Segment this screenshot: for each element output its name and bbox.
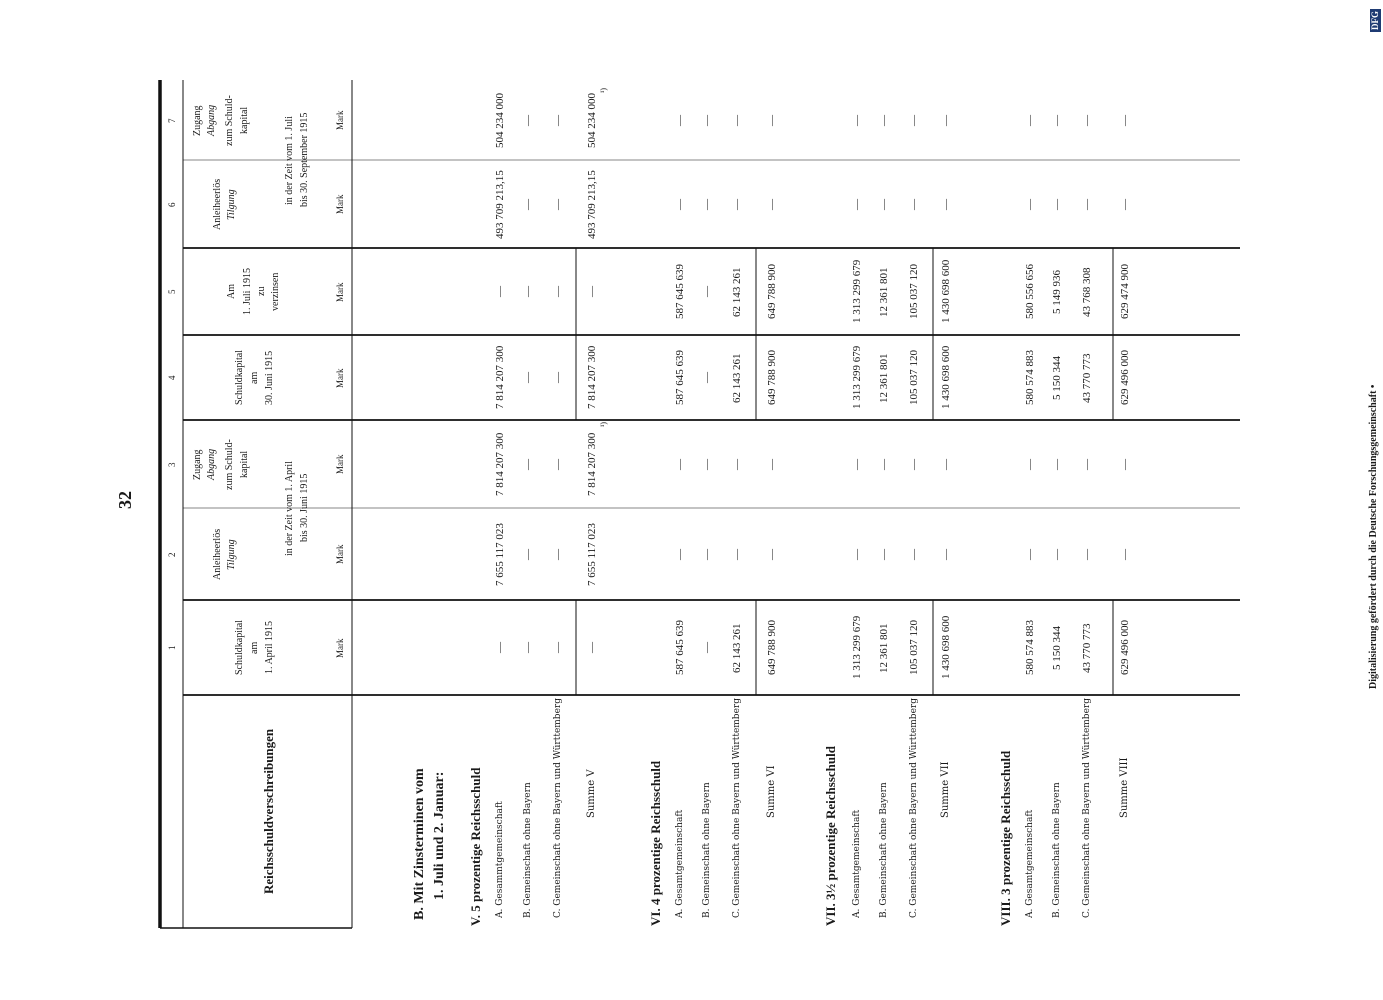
row-label: B. Gemeinschaft ohne Bayern <box>878 782 889 918</box>
section-b-title: B. Mit Zinsterminen vom <box>412 768 427 920</box>
cell-c5: 62 143 261 <box>730 267 743 317</box>
header-text: 30. Juni 1915 <box>264 350 275 405</box>
row-label: C. Gemeinschaft ohne Bayern und Württemberg <box>908 698 919 918</box>
cell-c6: — <box>907 198 920 210</box>
header-text: Zugang <box>192 104 203 136</box>
sum-cell-c6: 493 709 213,15 <box>585 169 598 239</box>
column-number: 3 <box>166 462 177 467</box>
cell-c6: — <box>1050 198 1063 210</box>
row-label: B. Gemeinschaft ohne Bayern <box>522 782 533 918</box>
cell-c6: — <box>551 198 564 210</box>
page-number: 32 <box>115 491 135 509</box>
cell-c3: — <box>673 458 686 470</box>
cell-c6: — <box>850 198 863 210</box>
header-text: Abgang <box>206 448 217 480</box>
group-title: VII. 3½ prozentige Reichsschuld <box>822 746 838 926</box>
footnote-mark: ¹) <box>599 421 608 427</box>
row-label: C. Gemeinschaft ohne Bayern und Württemberg <box>731 698 742 918</box>
cell-c6: — <box>673 198 686 210</box>
cell-c7: — <box>907 114 920 126</box>
header-text: Schuldkapital <box>234 350 245 405</box>
column-number: 2 <box>166 552 177 557</box>
sum-cell-c5: — <box>585 286 598 297</box>
header-text: am <box>249 371 260 384</box>
header-text: zum Schuld- <box>224 438 235 490</box>
cell-c4: 43 770 773 <box>1080 353 1093 403</box>
cell-c1: 62 143 261 <box>730 623 743 673</box>
cell-c6: — <box>1080 198 1093 210</box>
cell-c4: 1 313 299 679 <box>850 345 863 409</box>
header-text: verzinsen <box>270 272 281 311</box>
cell-c7: — <box>1080 114 1093 126</box>
header-text: kapital <box>239 450 250 478</box>
cell-c7: — <box>730 114 743 126</box>
header-text: Tilgung <box>226 538 237 570</box>
cell-c2: 7 655 117 023 <box>493 522 506 586</box>
cell-c5: 587 645 639 <box>673 264 686 319</box>
column-number: 6 <box>166 202 177 207</box>
sum-cell-c1: 1 430 698 600 <box>939 615 952 679</box>
sum-cell-c2: 7 655 117 023 <box>585 522 598 586</box>
sum-cell-c5: 1 430 698 600 <box>939 259 952 323</box>
cell-c3: 7 814 207 300 <box>493 432 506 496</box>
header-text: 1. Juli 1915 <box>242 268 253 315</box>
sum-label: Summe VI <box>766 765 777 818</box>
sum-cell-c3: — <box>939 458 952 470</box>
sum-cell-c3: — <box>1118 458 1131 470</box>
cell-c7: — <box>877 114 890 126</box>
sum-cell-c1: 649 788 900 <box>765 620 778 675</box>
cell-c2: — <box>730 548 743 560</box>
sum-cell-c3: — <box>765 458 778 470</box>
cell-c2: — <box>551 548 564 560</box>
cell-c6: — <box>1023 198 1036 210</box>
cell-c7: — <box>700 114 713 126</box>
unit-label: Mark <box>334 368 345 388</box>
cell-c7: — <box>1050 114 1063 126</box>
row-label: A. Gesamtgemeinschaft <box>1024 809 1035 918</box>
cell-c5: — <box>700 286 713 297</box>
row-label: C. Gemeinschaft ohne Bayern und Württemberg <box>1081 698 1092 918</box>
cell-c6: — <box>521 198 534 210</box>
header-text: Tilgung <box>226 188 237 220</box>
row-label: A. Gesamtgemeinschaft <box>851 809 862 918</box>
cell-c4: 62 143 261 <box>730 353 743 403</box>
unit-label: Mark <box>334 454 345 474</box>
cell-c7: — <box>850 114 863 126</box>
column-number: 5 <box>166 289 177 294</box>
header-text: zum Schuld- <box>224 94 235 146</box>
section-b-title: 1. Juli und 2. Januar: <box>432 771 447 900</box>
sum-label: Summe V <box>586 769 597 818</box>
cell-c2: — <box>877 548 890 560</box>
group-title: V. 5 prozentige Reichsschuld <box>467 767 483 926</box>
cell-c3: — <box>700 458 713 470</box>
sum-cell-c5: 629 474 900 <box>1118 264 1131 319</box>
sum-cell-c1: — <box>585 642 598 653</box>
sum-cell-c2: — <box>1118 548 1131 560</box>
cell-c3: — <box>877 458 890 470</box>
group-title: VIII. 3 prozentige Reichsschuld <box>997 750 1013 926</box>
row-label: A. Gesamtgemeinschaft <box>674 809 685 918</box>
unit-label: Mark <box>334 194 345 214</box>
sum-cell-c7: — <box>765 114 778 126</box>
sum-cell-c4: 1 430 698 600 <box>939 345 952 409</box>
cell-c4: — <box>521 372 534 383</box>
cell-c1: 1 313 299 679 <box>850 615 863 679</box>
cell-c1: — <box>493 642 506 653</box>
sum-label: Summe VII <box>940 761 951 818</box>
sum-cell-c7: 504 234 000 <box>585 92 598 148</box>
cell-c4: 12 361 801 <box>877 353 890 403</box>
row-label: C. Gemeinschaft ohne Bayern und Württemberg <box>552 698 563 918</box>
cell-c3: — <box>521 458 534 470</box>
dfg-logo: DFG <box>1369 10 1380 30</box>
sum-cell-c6: — <box>939 198 952 210</box>
cell-c1: — <box>700 642 713 653</box>
row-label: B. Gemeinschaft ohne Bayern <box>701 782 712 918</box>
cell-c5: 1 313 299 679 <box>850 259 863 323</box>
cell-c3: — <box>551 458 564 470</box>
cell-c3: — <box>1023 458 1036 470</box>
cell-c6: 493 709 213,15 <box>493 169 506 239</box>
cell-c6: — <box>700 198 713 210</box>
unit-label: Mark <box>334 282 345 302</box>
cell-c2: — <box>1080 548 1093 560</box>
row-label: B. Gemeinschaft ohne Bayern <box>1051 782 1062 918</box>
cell-c1: 5 150 344 <box>1050 625 1063 670</box>
header-text: 1. April 1915 <box>264 620 275 674</box>
header-text: Abgang <box>206 104 217 136</box>
cell-c4: 5 150 344 <box>1050 355 1063 400</box>
cell-c4: 105 037 120 <box>907 350 920 405</box>
cell-c2: — <box>850 548 863 560</box>
header-period: in der Zeit vom 1. April <box>284 460 295 556</box>
cell-c1: 580 574 883 <box>1023 620 1036 675</box>
cell-c2: — <box>700 548 713 560</box>
cell-c5: 12 361 801 <box>877 267 890 317</box>
unit-label: Mark <box>334 110 345 130</box>
column-number: 4 <box>166 375 177 380</box>
cell-c6: — <box>730 198 743 210</box>
header-period: bis 30. September 1915 <box>299 112 310 207</box>
cell-c5: — <box>521 286 534 297</box>
cell-c3: — <box>1080 458 1093 470</box>
cell-c5: 105 037 120 <box>907 264 920 319</box>
cell-c2: — <box>1050 548 1063 560</box>
cell-c3: — <box>850 458 863 470</box>
sum-label: Summe VIII <box>1119 757 1130 818</box>
sum-cell-c7: — <box>939 114 952 126</box>
sum-cell-c7: — <box>1118 114 1131 126</box>
cell-c4: 7 814 207 300 <box>493 345 506 409</box>
sum-cell-c4: 7 814 207 300 <box>585 345 598 409</box>
cell-c5: — <box>551 286 564 297</box>
sum-cell-c4: 629 496 000 <box>1118 350 1131 405</box>
cell-c3: — <box>1050 458 1063 470</box>
column-number: 7 <box>166 118 177 123</box>
row-header: Reichsschuldverschreibungen <box>260 728 276 894</box>
sum-cell-c2: — <box>939 548 952 560</box>
row-label: A. Gesammtgemeinschaft <box>494 801 505 918</box>
sum-cell-c4: 649 788 900 <box>765 350 778 405</box>
cell-c1: — <box>551 642 564 653</box>
header-text: zu <box>256 286 267 296</box>
sum-cell-c2: — <box>765 548 778 560</box>
cell-c1: 105 037 120 <box>907 620 920 675</box>
digitization-note: Digitalisierung gefördert durch die Deutsche Forschungsgemeinschaft • <box>1368 384 1379 689</box>
cell-c1: — <box>521 642 534 653</box>
header-period: bis 30. Juni 1915 <box>299 473 310 542</box>
cell-c5: 580 556 656 <box>1023 264 1036 319</box>
cell-c5: 5 149 936 <box>1050 269 1063 314</box>
cell-c2: — <box>673 548 686 560</box>
group-title: VI. 4 prozentige Reichsschuld <box>647 760 663 926</box>
cell-c4: 587 645 639 <box>673 350 686 405</box>
cell-c1: 587 645 639 <box>673 620 686 675</box>
cell-c6: — <box>877 198 890 210</box>
cell-c3: — <box>730 458 743 470</box>
header-text: Schuldkapital <box>234 620 245 675</box>
cell-c2: — <box>907 548 920 560</box>
cell-c4: 580 574 883 <box>1023 350 1036 405</box>
header-text: Anleiheerlös <box>212 528 223 580</box>
sum-cell-c1: 629 496 000 <box>1118 620 1131 675</box>
sum-cell-c3: 7 814 207 300 <box>585 432 598 496</box>
cell-c7: — <box>673 114 686 126</box>
cell-c4: — <box>700 372 713 383</box>
header-period: in der Zeit vom 1. Juli <box>284 115 295 205</box>
cell-c1: 12 361 801 <box>877 623 890 673</box>
sum-cell-c6: — <box>765 198 778 210</box>
cell-c7: — <box>551 114 564 126</box>
cell-c5: 43 768 308 <box>1080 267 1093 317</box>
cell-c4: — <box>551 372 564 383</box>
footnote-mark: ¹) <box>599 87 608 93</box>
unit-label: Mark <box>334 544 345 564</box>
cell-c1: 43 770 773 <box>1080 623 1093 673</box>
header-text: Am <box>226 284 237 299</box>
sum-cell-c5: 649 788 900 <box>765 264 778 319</box>
sum-cell-c6: — <box>1118 198 1131 210</box>
cell-c7: — <box>1023 114 1036 126</box>
unit-label: Mark <box>334 638 345 658</box>
header-text: kapital <box>239 106 250 134</box>
column-number: 1 <box>166 645 177 650</box>
cell-c2: — <box>1023 548 1036 560</box>
header-text: am <box>249 641 260 654</box>
cell-c3: — <box>907 458 920 470</box>
cell-c2: — <box>521 548 534 560</box>
cell-c7: 504 234 000 <box>493 92 506 148</box>
header-text: Zugang <box>192 448 203 480</box>
header-text: Anleiheerlös <box>212 178 223 230</box>
cell-c5: — <box>493 286 506 297</box>
cell-c7: — <box>521 114 534 126</box>
